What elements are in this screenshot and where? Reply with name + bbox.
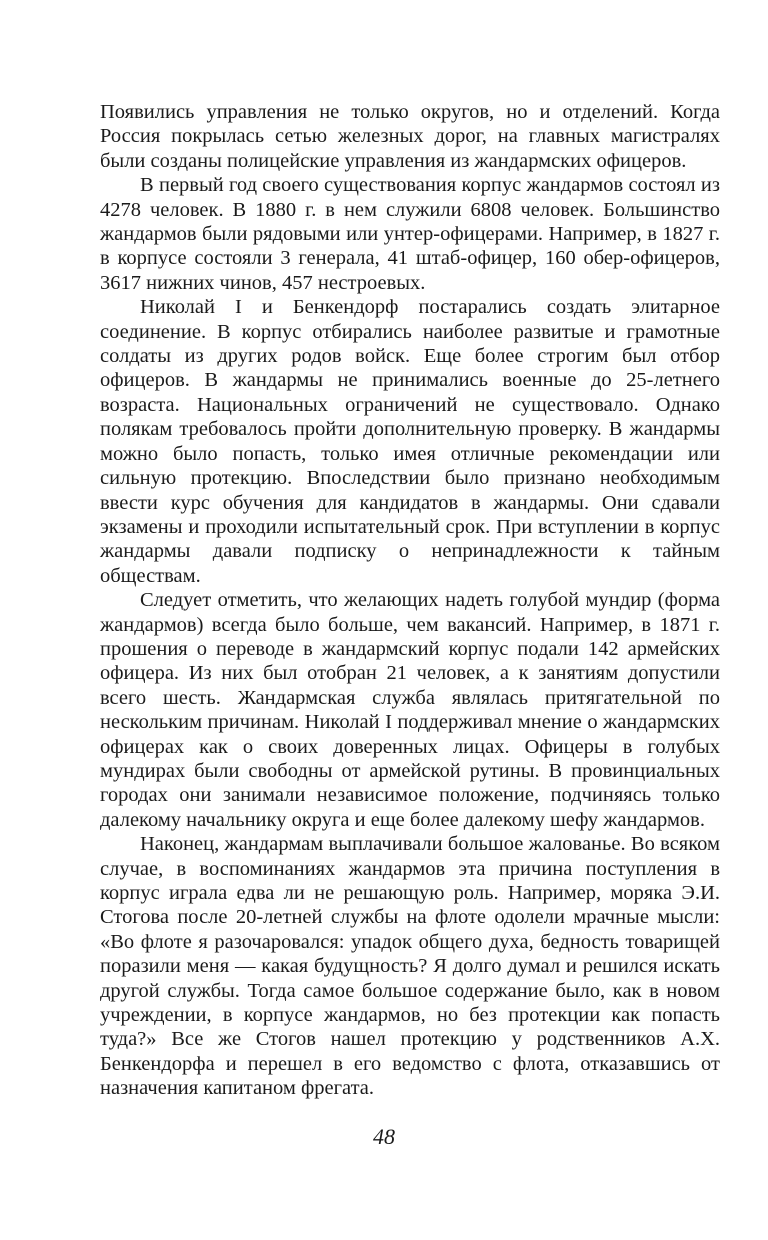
paragraph-1: Появились управления не только округов, но и отделений. Когда Россия покрылась сетью железных дорог, на главных магистралях были созданы полицейские управления из жандармских офицеров.: [100, 101, 720, 172]
paragraph-3: Николай I и Бенкендорф постарались создать элитарное соединение. В корпус отбирались наиболее развитые и грамотные солдаты из других родов войск. Еще более строгим был отбор офицеров. В жандармы не принимались военные до 25-летнего возраста. Национальных ограничений не существовало. Однако полякам требовалось пройти дополнительную проверку. В жандармы можно было попасть, только имея отличные рекомендации или сильную протекцию. Впоследствии было признано необходимым ввести курс обучения для кандидатов в жандармы. Они сдавали экзамены и проходили испытательный срок. При вступлении в корпус жандармы давали подписку о непринадлежности к тайным обществам.: [100, 296, 720, 587]
body-text: [100, 100, 720, 1101]
paragraph-5: Наконец, жандармам выплачивали большое жалованье. Во всяком случае, в воспоминаниях жандармов эта причина поступления в корпус играла едва ли не решающую роль. Например, моряка Э.И. Стогова после 20-летней службы на флоте одолели мрачные мысли: «Во флоте я разочаровался: упадок общего духа, бедность товарищей поразили меня — какая будущность? Я долго думал и решился искать другой службы. Тогда самое большое содержание было, как в новом учреждении, в корпусе жандармов, но без протекции как попасть туда?» Все же Стогов нашел протекцию у родственников А.Х. Бенкендорфа и перешел в его ведомство с флота, отказавшись от назначения капитаном фрегата.: [100, 833, 720, 1100]
paragraph-4: Следует отметить, что желающих надеть голубой мундир (форма жандармов) всегда было больше, чем вакансий. Например, в 1871 г. прошения о переводе в жандармский корпус подали 142 армейских офицера. Из них был отобран 21 человек, а к занятиям допустили всего шесть. Жандармская служба являлась притягательной по нескольким причинам. Николай I поддерживал мнение о жандармских офицерах как о своих доверенных лицах. Офицеры в голубых мундирах были свободны от армейской рутины. В провинциальных городах они занимали независимое положение, подчиняясь только далекому начальнику округа и еще более далекому шефу жандармов.: [100, 589, 720, 831]
paragraph-2: В первый год своего существования корпус жандармов состоял из 4278 человек. В 1880 г. в нем служили 6808 человек. Большинство жандармов были рядовыми или унтер-офицерами. Например, в 1827 г. в корпусе состояли 3 генерала, 41 штаб-офицер, 160 обер-офицеров, 3617 нижних чинов, 457 нестроевых.: [100, 174, 720, 294]
page-number: 48: [373, 1124, 395, 1149]
